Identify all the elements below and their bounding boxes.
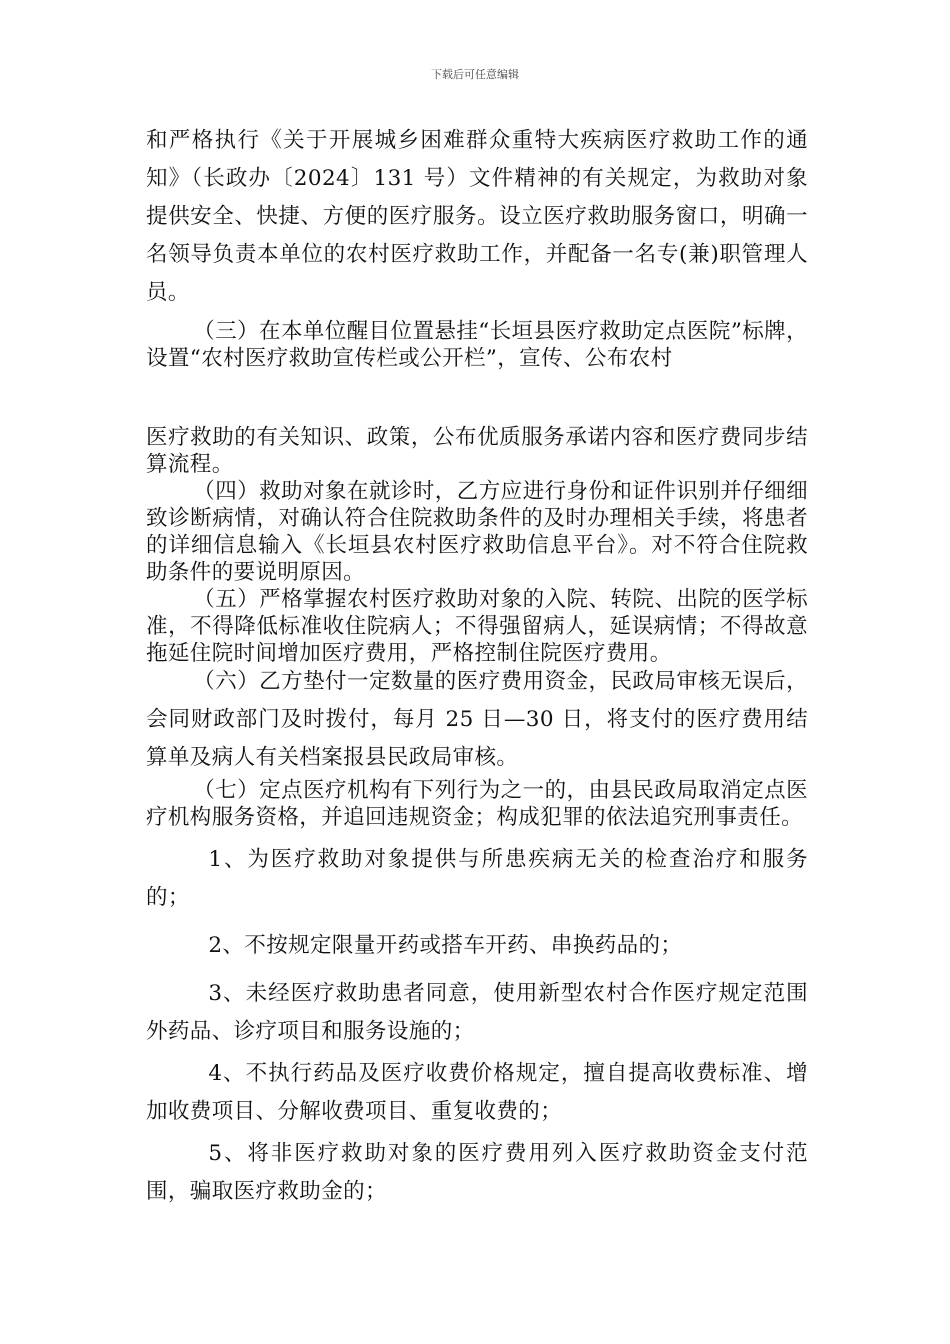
list-item-4: 4、不执行药品及医疗收费价格规定，擅自提高收费标准、增加收费项目、分解收费项目、重复收费的； (146, 1061, 808, 1124)
document-body (146, 122, 808, 1211)
list-item-3: 3、未经医疗救助患者同意，使用新型农村合作医疗规定范围外药品、诊疗项目和服务设施的； (146, 981, 808, 1044)
paragraph-section-6: （六）乙方垫付一定数量的医疗费用资金，民政局审核无误后，会同财政部门及时拨付，每月 25 日—30 日，将支付的医疗费用结算单及病人有关档案报县民政局审核。 (146, 669, 808, 770)
list-item-2: 2、不按规定限量开药或搭车开药、串换药品的； (208, 933, 683, 958)
paragraph-section-5: （五）严格掌握农村医疗救助对象的入院、转院、出院的医学标准，不得降低标准收住院病人；不得强留病人，延误病情；不得故意拖延住院时间增加医疗费用，严格控制住院医疗费用。 (146, 587, 808, 666)
list-item-1: 1、为医疗救助对象提供与所患疾病无关的检查治疗和服务的； (146, 847, 808, 910)
paragraph-section-3-continued: 医疗救助的有关知识、政策，公布优质服务承诺内容和医疗费同步结算流程。 (146, 425, 808, 477)
paragraph-section-3: （三）在本单位醒目位置悬挂“长垣县医疗救助定点医院”标牌，设置“农村医疗救助宣传栏或公开栏”，宣传、公布农村 (146, 319, 808, 371)
paragraph-continuation: 和严格执行《关于开展城乡困难群众重特大疾病医疗救助工作的通知》（长政办〔2024〕131 号）文件精神的有关规定，为救助对象提供安全、快捷、方便的医疗服务。设立医疗救助服务窗口，明确一名领导负责本单位的农村医疗救助工作，并配备一名专(兼)职管理人员。 (146, 128, 808, 305)
paragraph-section-7: （七）定点医疗机构有下列行为之一的，由县民政局取消定点医疗机构服务资格，并追回违规资金；构成犯罪的依法追究刑事责任。 (146, 778, 808, 830)
list-item-5: 5、将非医疗救助对象的医疗费用列入医疗救助资金支付范围，骗取医疗救助金的； (146, 1141, 808, 1204)
page-header: 下载后可任意编辑 (431, 68, 519, 81)
paragraph-section-4: （四）救助对象在就诊时，乙方应进行身份和证件识别并仔细细致诊断病情，对确认符合住院救助条件的及时办理相关手续，将患者的详细信息输入《长垣县农村医疗救助信息平台》。对不符合住院救助条件的要说明原因。 (146, 479, 808, 585)
